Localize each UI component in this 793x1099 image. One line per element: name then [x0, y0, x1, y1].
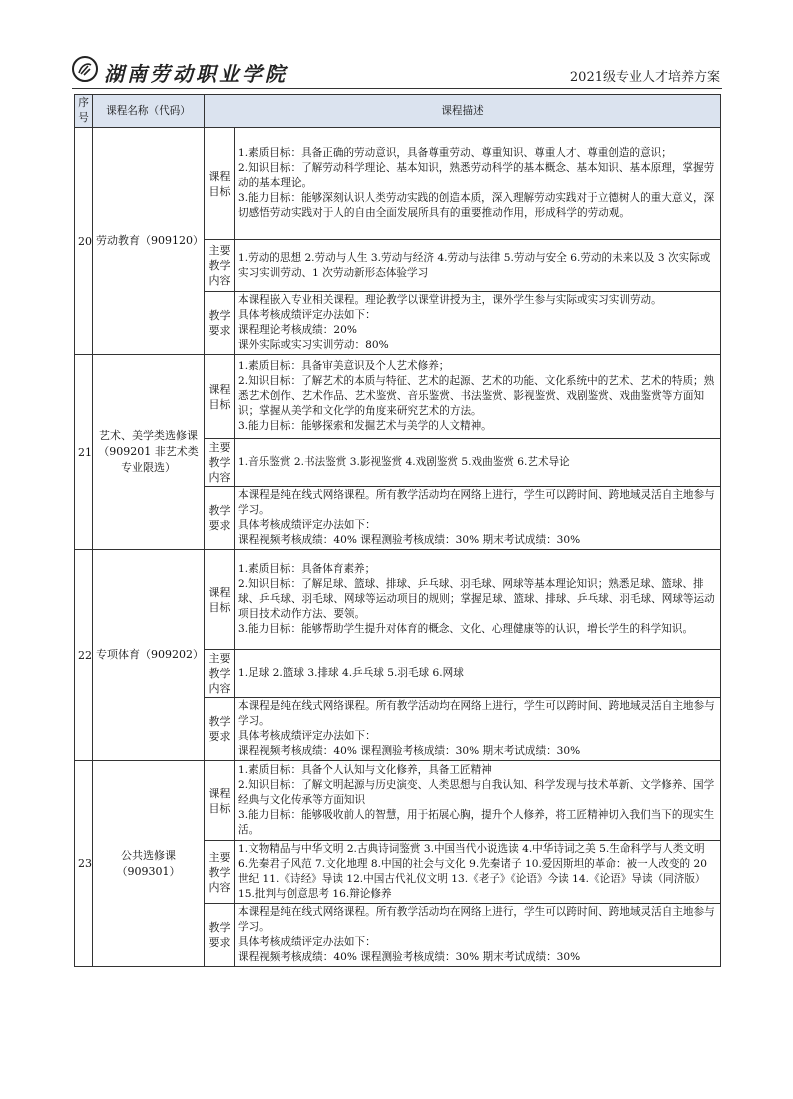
desc-line: 课外实际或实习实训劳动：80%: [238, 339, 389, 351]
desc-line: 本课程是纯在线式网络课程。所有教学活动均在网络上进行，学生可以跨时间、跨地域灵活自主地参与学习。: [238, 489, 715, 516]
desc-line: 具体考核成绩评定办法如下：: [238, 730, 376, 742]
desc-line: 1.文物精品与中华文明 2.古典诗词鉴赏 3.中国当代小说选读 4.中华诗词之美 5.生命科学与人类文明 6.先秦君子风范 7.文化地理 8.中国的社会与文化 9.先秦诸子 10.爱因斯坦的革命：被一人改变的 20 世纪 11.《诗经》导读 12.中国古代礼仪文明 13.《老子》《论语》今读 14.《论语》导读（同济版）15.批判与创意思考 16.辩论修养: [238, 843, 707, 900]
desc-line: 3.能力目标：能够吸收前人的智慧，用于拓展心胸，提升个人修养，将工匠精神切入我们当下的现实生活。: [238, 809, 715, 836]
section-label-req: 教学要求: [205, 292, 235, 355]
section-label-content: 主要教学内容: [205, 439, 235, 487]
row-number: 23: [75, 761, 93, 967]
section-desc-content: [235, 841, 721, 904]
course-name: 公共选修课（909301）: [93, 761, 205, 967]
desc-line: 具体考核成绩评定办法如下：: [238, 936, 376, 948]
section-desc-req: [235, 698, 721, 761]
section-label-req: 教学要求: [205, 698, 235, 761]
desc-line: 1.素质目标：具备审美意识及个人艺术修养；: [238, 360, 450, 372]
course-name: 艺术、美学类选修课（909201 非艺术类专业限选）: [93, 355, 205, 550]
desc-line: 1.劳动的思想 2.劳动与人生 3.劳动与经济 4.劳动与法律 5.劳动与安全 6.劳动的未来以及 3 次实际或实习实训劳动、1 次劳动新形态体验学习: [238, 251, 711, 279]
desc-line: 课程理论考核成绩：20%: [238, 324, 357, 336]
document-title: 2021级专业人才培养方案: [569, 70, 720, 85]
desc-line: 3.能力目标：能够帮助学生提升对体育的概念、文化、心理健康等的认识，增长学生的科学知识。: [238, 623, 694, 635]
desc-line: 1.素质目标：具备体育素养；: [238, 563, 376, 575]
section-desc-content: [235, 650, 721, 698]
section-desc-content: [235, 240, 721, 292]
section-desc-goal: [235, 355, 721, 439]
section-desc-req: [235, 292, 721, 355]
desc-line: 2.知识目标：了解艺术的本质与特征、艺术的起源、艺术的功能、文化系统中的艺术、艺术的特质；熟悉艺术创作、艺术作品、艺术鉴赏、音乐鉴赏、书法鉴赏、影视鉴赏、戏剧鉴赏、戏曲鉴赏等方面知识；掌握从美学和文化学的角度来研究艺术的方法。: [238, 375, 715, 417]
section-label-content: 主要教学内容: [205, 650, 235, 698]
desc-line: 本课程是纯在线式网络课程。所有教学活动均在网络上进行，学生可以跨时间、跨地域灵活自主地参与学习。: [238, 700, 715, 727]
desc-line: 本课程嵌入专业相关课程。理论教学以课堂讲授为主，课外学生参与实际或实习实训劳动。: [238, 294, 662, 306]
section-label-req: 教学要求: [205, 904, 235, 967]
section-desc-goal: [235, 761, 721, 841]
desc-line: 3.能力目标：能够探索和发掘艺术与美学的人文精神。: [238, 420, 492, 432]
table-row: [75, 355, 721, 439]
table-row: [75, 550, 721, 650]
header-divider: [72, 88, 722, 89]
school-logo-icon: [72, 56, 98, 82]
row-number: 21: [75, 355, 93, 550]
table-header-row: [75, 95, 721, 128]
section-label-content: 主要教学内容: [205, 240, 235, 292]
row-number: 20: [75, 128, 93, 355]
course-table: [74, 94, 721, 967]
desc-line: 课程视频考核成绩：40% 课程测验考核成绩：30% 期末考试成绩：30%: [238, 951, 581, 963]
section-label-content: 主要教学内容: [205, 841, 235, 904]
section-label-goal: 课程目标: [205, 550, 235, 650]
section-desc-req: [235, 487, 721, 550]
school-name: 湖南劳动职业学院: [104, 62, 288, 86]
table-row: [75, 128, 721, 240]
desc-line: 1.素质目标：具备个人认知与文化修养，具备工匠精神: [238, 764, 492, 776]
section-label-goal: 课程目标: [205, 355, 235, 439]
desc-line: 课程视频考核成绩：40% 课程测验考核成绩：30% 期末考试成绩：30%: [238, 745, 581, 757]
desc-line: 3.能力目标：能够深刻认识人类劳动实践的创造本质，深入理解劳动实践对于立德树人的重大意义，深切感悟劳动实践对于人的自由全面发展所具有的重要推动作用，形成科学的劳动观。: [238, 192, 715, 219]
desc-line: 课程视频考核成绩：40% 课程测验考核成绩：30% 期末考试成绩：30%: [238, 534, 581, 546]
course-name: 专项体育（909202）: [93, 550, 205, 761]
desc-line: 1.素质目标：具备正确的劳动意识，具备尊重劳动、尊重知识、尊重人才、尊重创造的意识；: [238, 147, 672, 159]
section-label-goal: 课程目标: [205, 761, 235, 841]
course-name: 劳动教育（909120）: [93, 128, 205, 355]
desc-line: 本课程是纯在线式网络课程。所有教学活动均在网络上进行，学生可以跨时间、跨地域灵活自主地参与学习。: [238, 906, 715, 933]
section-desc-content: [235, 439, 721, 487]
desc-line: 具体考核成绩评定办法如下：: [238, 309, 376, 321]
section-desc-req: [235, 904, 721, 967]
header-course-name: 课程名称（代码）: [93, 95, 205, 128]
section-label-req: 教学要求: [205, 487, 235, 550]
desc-line: 1.音乐鉴赏 2.书法鉴赏 3.影视鉴赏 4.戏剧鉴赏 5.戏曲鉴赏 6.艺术导论: [238, 456, 570, 468]
desc-line: 2.知识目标：了解劳动科学理论、基本知识，熟悉劳动科学的基本概念、基本知识、基本原理，掌握劳动的基本理论。: [238, 162, 715, 189]
desc-line: 2.知识目标：了解文明起源与历史演变、人类思想与自我认知、科学发现与技术革新、文学修养、国学经典与文化传承等方面知识: [238, 779, 715, 806]
desc-line: 2.知识目标：了解足球、篮球、排球、乒乓球、羽毛球、网球等基本理论知识；熟悉足球、篮球、排球、乒乓球、羽毛球、网球等运动项目的规则；掌握足球、篮球、排球、乒乓球、羽毛球、网球等运动项目技术动作方法、要领。: [238, 578, 715, 620]
header-seq: 序号: [75, 95, 93, 128]
row-number: 22: [75, 550, 93, 761]
desc-line: 具体考核成绩评定办法如下：: [238, 519, 376, 531]
page-header: [72, 52, 722, 90]
section-label-goal: 课程目标: [205, 128, 235, 240]
header-course-desc: 课程描述: [205, 95, 721, 128]
table-row: [75, 761, 721, 841]
section-desc-goal: [235, 128, 721, 240]
section-desc-goal: [235, 550, 721, 650]
desc-line: 1.足球 2.篮球 3.排球 4.乒乓球 5.羽毛球 6.网球: [238, 667, 464, 679]
